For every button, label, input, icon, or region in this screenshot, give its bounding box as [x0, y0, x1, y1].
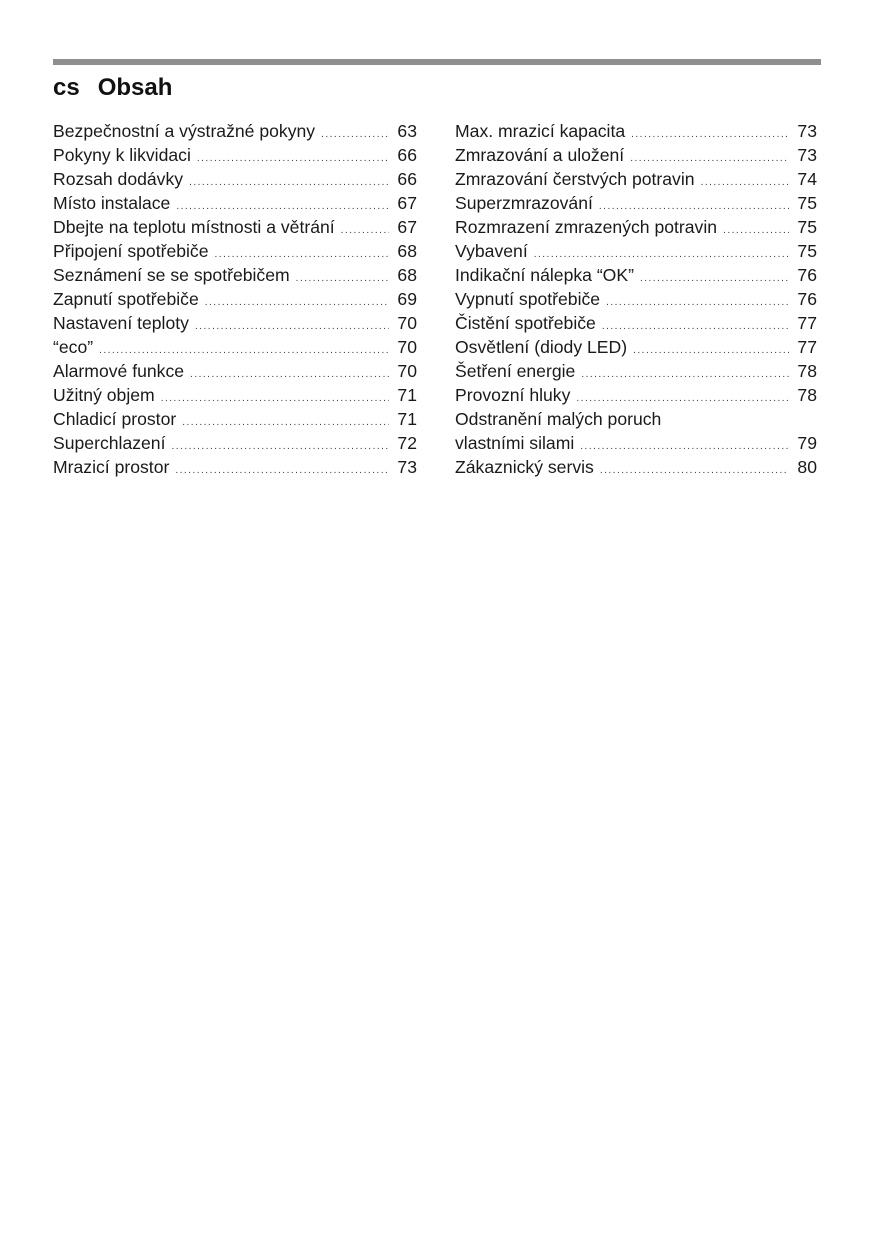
toc-entry[interactable] — [455, 119, 817, 143]
toc-right-column — [455, 119, 817, 479]
toc-entry-title: Chladicí prostor — [53, 409, 177, 429]
toc-entry-page: 80 — [797, 457, 817, 477]
toc-entry[interactable] — [53, 431, 417, 455]
toc-entry-title: “eco” — [53, 337, 94, 357]
toc-entry[interactable] — [53, 167, 417, 191]
toc-entry-title: Superzmrazování — [455, 193, 593, 213]
toc-entry[interactable] — [53, 407, 417, 431]
toc-entry-page: 70 — [397, 337, 417, 357]
toc-entry-title: Vybavení — [455, 241, 528, 261]
toc-entry[interactable] — [53, 119, 417, 143]
toc-entry-page: 73 — [797, 121, 817, 141]
toc-entry-page: 71 — [397, 385, 417, 405]
toc-entry-title: Mrazicí prostor — [53, 457, 170, 477]
toc-entry[interactable] — [455, 335, 817, 359]
page-title — [53, 74, 172, 102]
language-code: cs — [53, 74, 80, 101]
toc-entry-title: Zmrazování čerstvých potravin — [455, 169, 695, 189]
toc-entry[interactable] — [455, 239, 817, 263]
toc-entry-page: 77 — [797, 337, 817, 357]
dot-leader — [190, 363, 389, 387]
toc-entry-page: 76 — [797, 265, 817, 285]
toc-entry[interactable] — [53, 191, 417, 215]
dot-leader — [631, 123, 789, 147]
toc-entry[interactable] — [455, 359, 817, 383]
dot-leader — [701, 171, 790, 195]
toc-entry-page: 78 — [797, 385, 817, 405]
dot-leader — [182, 411, 389, 435]
toc-entry[interactable] — [455, 263, 817, 287]
toc-entry-page: 75 — [797, 217, 817, 237]
toc-entry-title: Superchlazení — [53, 433, 166, 453]
toc-entry-page: 68 — [397, 241, 417, 261]
toc-entry-page: 77 — [797, 313, 817, 333]
toc-entry-title: Bezpečnostní a výstražné pokyny — [53, 121, 316, 141]
toc-entry[interactable] — [455, 191, 817, 215]
dot-leader — [321, 123, 389, 147]
toc-entry-title: Připojení spotřebiče — [53, 241, 209, 261]
toc-entry-title: Alarmové funkce — [53, 361, 185, 381]
toc-entry[interactable] — [53, 287, 417, 311]
toc-entry-title: Zmrazování a uložení — [455, 145, 625, 165]
toc-entry[interactable] — [455, 215, 817, 239]
toc-entry[interactable] — [53, 239, 417, 263]
toc-entry-title: Seznámení se se spotřebičem — [53, 265, 290, 285]
toc-entry-page: 70 — [397, 361, 417, 381]
dot-leader — [341, 219, 390, 243]
toc-entry[interactable] — [53, 335, 417, 359]
toc-entry-page: 67 — [397, 193, 417, 213]
toc-entry-title: Rozmrazení zmrazených potravin — [455, 217, 718, 237]
toc-entry-page: 79 — [797, 433, 817, 453]
toc-entry-title: Max. mrazicí kapacita — [455, 121, 626, 141]
toc-entry[interactable] — [455, 287, 817, 311]
dot-leader — [197, 147, 390, 171]
toc-entry-title: Nastavení teploty — [53, 313, 189, 333]
dot-leader — [600, 459, 790, 483]
toc-entry-title: Dbejte na teplotu místnosti a větrání — [53, 217, 335, 237]
dot-leader — [189, 171, 389, 195]
toc-entry[interactable] — [53, 311, 417, 335]
dot-leader — [175, 459, 389, 483]
toc-entry-title: Odstranění malých poruch — [455, 409, 662, 429]
toc-entry-page: 73 — [397, 457, 417, 477]
toc-entry-title: Indikační nálepka “OK” — [455, 265, 634, 285]
toc-entry-page: 76 — [797, 289, 817, 309]
dot-leader — [606, 291, 789, 315]
toc-entry-title: Rozsah dodávky — [53, 169, 184, 189]
toc-entry-title: Zapnutí spotřebiče — [53, 289, 199, 309]
toc-entry-page: 63 — [397, 121, 417, 141]
toc-entry-page: 66 — [397, 145, 417, 165]
toc-entry-page: 66 — [397, 169, 417, 189]
toc-entry-page: 72 — [397, 433, 417, 453]
dot-leader — [161, 387, 390, 411]
toc-entry-page: 69 — [397, 289, 417, 309]
dot-leader — [171, 435, 389, 459]
toc-entry[interactable] — [53, 143, 417, 167]
dot-leader — [195, 315, 389, 339]
toc-left-column — [53, 119, 417, 479]
top-divider — [53, 59, 821, 65]
toc-entry[interactable] — [455, 167, 817, 191]
toc-entry[interactable] — [455, 311, 817, 335]
toc-entry-title: Zákaznický servis — [455, 457, 594, 477]
dot-leader — [205, 291, 390, 315]
dot-leader — [640, 267, 789, 291]
title-text: Obsah — [97, 74, 173, 101]
toc-entry-page: 75 — [797, 193, 817, 213]
toc-entry-title: vlastními silami — [455, 433, 575, 453]
toc-entry-page: 74 — [797, 169, 817, 189]
toc-entry[interactable] — [455, 383, 817, 407]
toc-entry-title: Čistění spotřebiče — [455, 313, 596, 333]
toc-entry-title: Provozní hluky — [455, 385, 571, 405]
dot-leader — [581, 363, 789, 387]
toc-entry-page: 71 — [397, 409, 417, 429]
toc-entry-page: 70 — [397, 313, 417, 333]
toc-entry[interactable] — [53, 455, 417, 479]
toc-entry[interactable] — [455, 431, 817, 455]
toc-entry-title: Osvětlení (diody LED) — [455, 337, 628, 357]
toc-entry[interactable] — [53, 383, 417, 407]
toc-entry-title: Místo instalace — [53, 193, 171, 213]
toc-entry-title: Užitný objem — [53, 385, 155, 405]
toc-entry[interactable] — [455, 455, 817, 479]
toc-entry[interactable] — [53, 215, 417, 239]
toc-entry-title: Vypnutí spotřebiče — [455, 289, 601, 309]
dot-leader — [296, 267, 390, 291]
dot-leader — [580, 435, 789, 459]
toc-entry-title: Šetření energie — [455, 361, 576, 381]
toc-entry-page: 73 — [797, 145, 817, 165]
toc-entry-page: 67 — [397, 217, 417, 237]
toc-entry-title: Pokyny k likvidaci — [53, 145, 191, 165]
toc-entry-page: 75 — [797, 241, 817, 261]
toc-entry-page: 78 — [797, 361, 817, 381]
dot-leader — [723, 219, 789, 243]
toc-entry[interactable] — [53, 359, 417, 383]
dot-leader — [633, 339, 789, 363]
toc-entry[interactable] — [455, 143, 817, 167]
toc-entry[interactable] — [53, 263, 417, 287]
toc-entry-page: 68 — [397, 265, 417, 285]
